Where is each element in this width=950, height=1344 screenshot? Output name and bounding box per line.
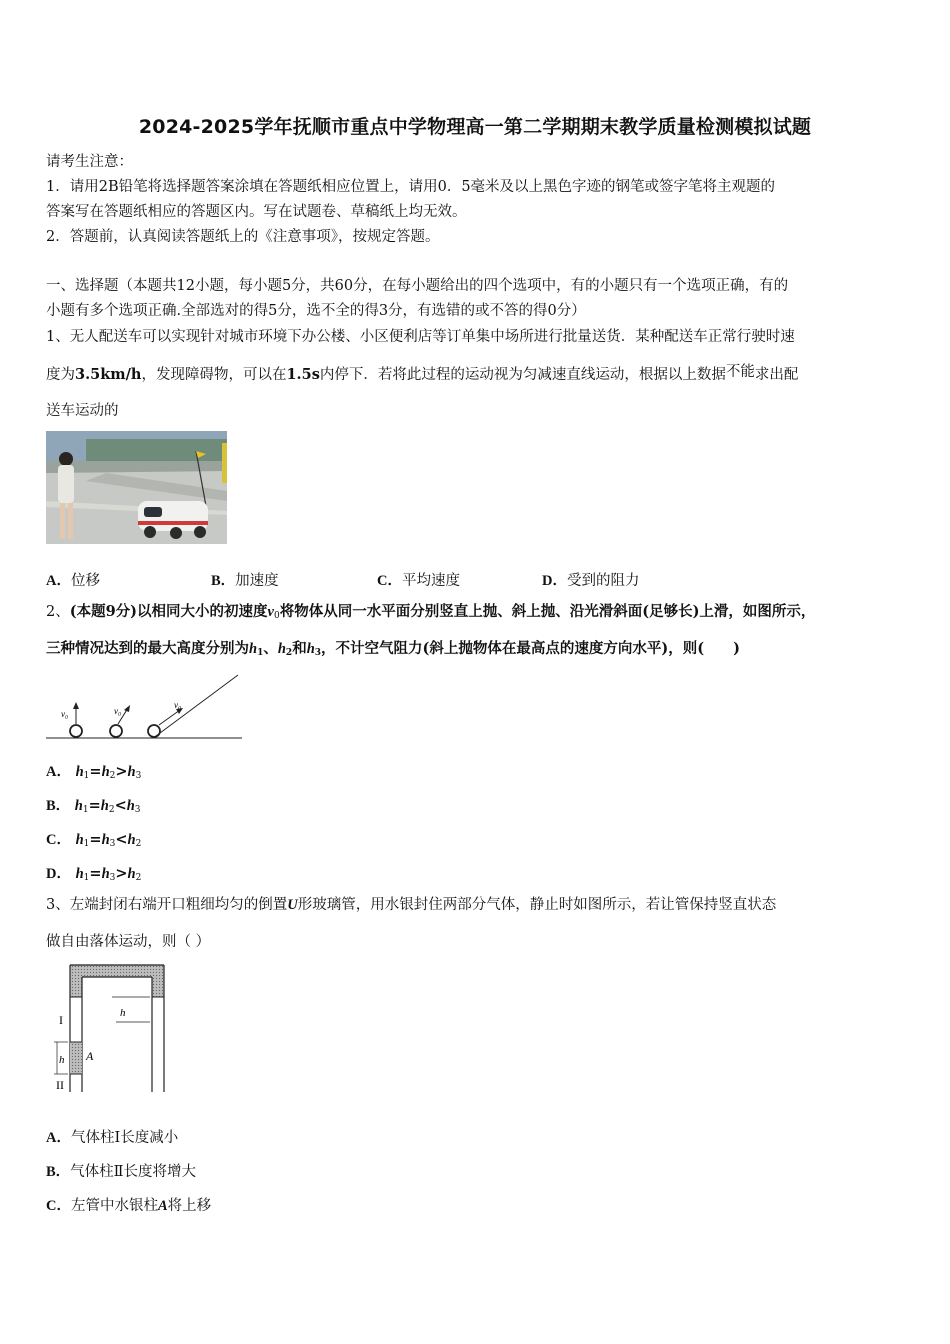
q1-text: 内停下．若将此过程的运动视为匀减速直线运动，根据以上数据 bbox=[319, 367, 726, 383]
q1-line-2 bbox=[46, 366, 798, 384]
gas-column-2-label: II bbox=[56, 1078, 64, 1092]
q3-option-b[interactable]: B．气体柱Ⅱ长度将增大 bbox=[46, 1164, 197, 1180]
q1-option-d[interactable]: D．受到的阻力 bbox=[542, 573, 640, 589]
q2-line-2: 三种情况达到的最大高度分别为$h_1$、$h_2$和$h_3$，不计空气阻力(斜上抛物体在最高点的速度方向水平)，则( ) bbox=[46, 640, 740, 658]
q3-line-1: 3、左端封闭右端开口粗细均匀的倒置U形玻璃管，用水银封住两部分气体，静止时如图所示，若让管保持竖直状态 bbox=[46, 897, 777, 913]
q1-emphasis: 不能 bbox=[725, 364, 755, 380]
gas-column-1-label: I bbox=[59, 1013, 63, 1027]
q2-option-a[interactable]: A． $h_1=h_2>h_3$ bbox=[46, 763, 142, 781]
q1-option-b[interactable]: B．加速度 bbox=[211, 573, 279, 589]
h-label: h bbox=[59, 1054, 65, 1066]
q2-line-1: 2、(本题9分)以相同大小的初速度$v_0$将物体从同一水平面分别竖直上抛、斜上抛、沿光滑斜面(足够长)上滑，如图所示， bbox=[46, 603, 816, 621]
q1-option-c[interactable]: C．平均速度 bbox=[377, 573, 460, 589]
q3-option-c[interactable]: C．左管中水银柱A将上移 bbox=[46, 1198, 212, 1214]
v0-label: v₀ bbox=[114, 706, 122, 716]
section-instructions-2: 小题有多个选项正确.全部选对的得5分，选不全的得3分，有选错的或不答的得0分） bbox=[46, 303, 586, 319]
q1-text: 求出配 bbox=[754, 367, 799, 383]
q1-line-3: 送车运动的 bbox=[46, 403, 119, 419]
q1-text: 度为 bbox=[46, 367, 75, 383]
v0-label: v₀ bbox=[174, 700, 182, 710]
q1-text: ，发现障碍物，可以在 bbox=[141, 367, 287, 383]
q1-speed: 3.5km/h bbox=[75, 366, 142, 383]
notice-item-1a: 1．请用2B铅笔将选择题答案涂填在答题纸相应位置上，请用0．5毫米及以上黑色字迹的钢笔或签字笔将主观题的 bbox=[46, 179, 776, 195]
q2-option-b[interactable]: B． $h_1=h_2<h_3$ bbox=[46, 797, 141, 815]
q3-line-2: 做自由落体运动，则（ ） bbox=[46, 934, 211, 950]
projectile-figure bbox=[46, 672, 246, 744]
q1-time: 1.5s bbox=[286, 366, 320, 383]
h-label: h bbox=[120, 1007, 126, 1019]
u-tube-figure bbox=[50, 962, 180, 1102]
q2-option-d[interactable]: D． $h_1=h_3>h_2$ bbox=[46, 865, 142, 883]
q3-option-a[interactable]: A．气体柱Ⅰ长度减小 bbox=[46, 1130, 179, 1146]
section-instructions-1: 一、选择题（本题共12小题，每小题5分，共60分，在每小题给出的四个选项中，有的小题只有一个选项正确，有的 bbox=[46, 278, 789, 294]
q2-option-c[interactable]: C． $h_1=h_3<h_2$ bbox=[46, 831, 142, 849]
page-title: 2024-2025学年抚顺市重点中学物理高一第二学期期末教学质量检测模拟试题 bbox=[138, 116, 812, 138]
notice-item-1b: 答案写在答题纸相应的答题区内。写在试题卷、草稿纸上均无效。 bbox=[46, 204, 467, 220]
q1-option-a[interactable]: A．位移 bbox=[46, 573, 100, 589]
notice-heading: 请考生注意： bbox=[46, 154, 133, 170]
v0-label: v₀ bbox=[61, 709, 69, 719]
a-label: A bbox=[86, 1049, 94, 1063]
q1-line-1: 1、无人配送车可以实现针对城市环境下办公楼、小区便利店等订单集中场所进行批量送货．某种配送车正常行驶时速 bbox=[46, 329, 795, 345]
delivery-robot-photo bbox=[46, 431, 227, 544]
notice-item-2: 2．答题前，认真阅读答题纸上的《注意事项》，按规定答题。 bbox=[46, 229, 440, 245]
